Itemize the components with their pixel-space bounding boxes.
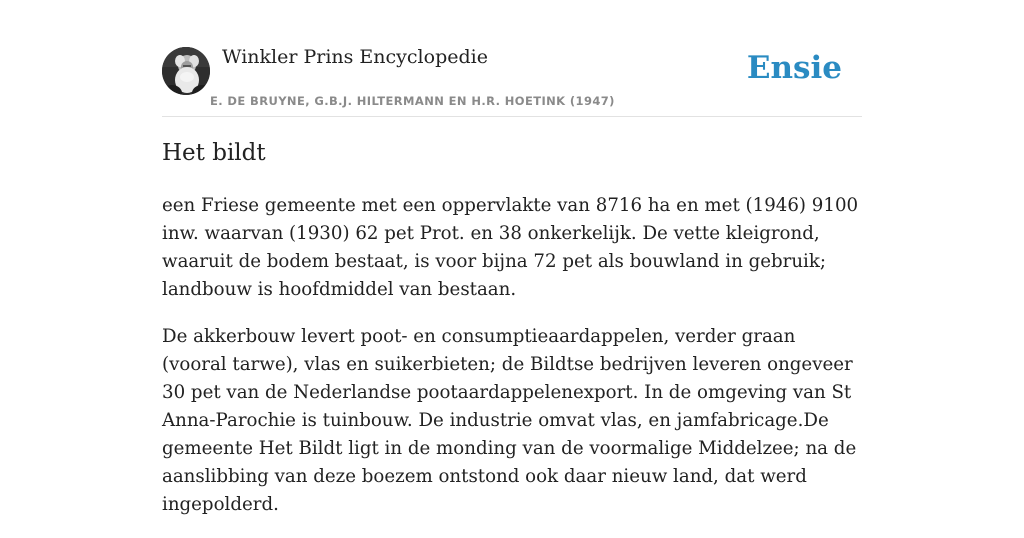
entry-paragraph: De akkerbouw levert poot- en consumptieaardappelen, verder graan (vooral tarwe), vlas en suikerbieten; de Bildtse bedrijven leveren ongeveer 30 pet van de Nederlandse pootaardappelenexport. In de omgeving van St Anna-Parochie is tuinbouw. De industrie omvat vlas, en jamfabricage.De gemeente Het Bildt ligt in de monding van de voormalige Middelzee; na de aanslibbing van deze boezem ontstond ook daar nieuw land, dat werd ingepolderd. — [162, 326, 857, 515]
entry-body — [162, 192, 862, 538]
brand-logo[interactable]: Ensie — [746, 50, 842, 86]
source-authors: E. DE BRUYNE, G.B.J. HILTERMANN EN H.R. HOETINK (1947) — [210, 94, 615, 108]
source-header — [162, 0, 862, 117]
author-avatar[interactable] — [162, 47, 210, 95]
entry-paragraph: een Friese gemeente met een oppervlakte van 8716 ha en met (1946) 9100 inw. waarvan (1930) 62 pet Prot. en 38 onkerkelijk. De vette kleigrond, waaruit de bodem bestaat, is voor bijna 72 pet als bouwland in gebruik; landbouw is hoofdmiddel van bestaan. — [162, 195, 859, 300]
entry-title: Het bildt — [162, 140, 266, 166]
page — [162, 0, 862, 515]
source-title[interactable]: Winkler Prins Encyclopedie — [222, 46, 488, 68]
bearded-man-portrait-icon — [162, 47, 210, 95]
